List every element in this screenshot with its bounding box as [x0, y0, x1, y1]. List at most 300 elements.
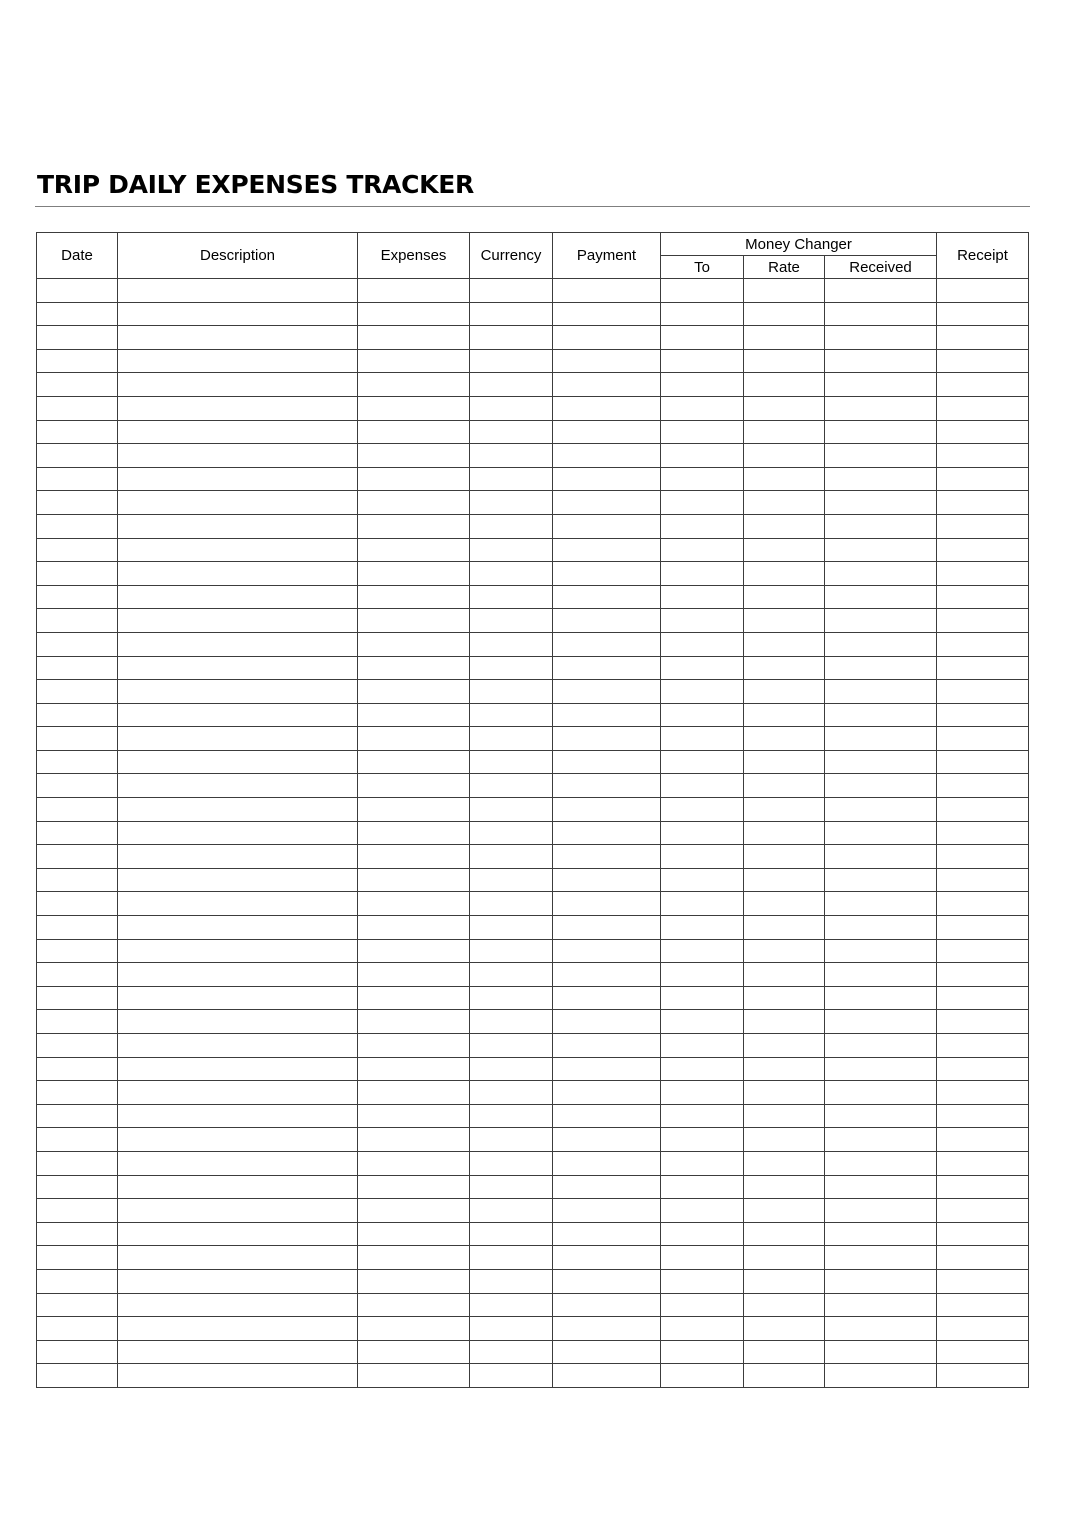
description-cell[interactable] — [118, 939, 358, 963]
expenses-cell[interactable] — [358, 1340, 470, 1364]
description-cell[interactable] — [118, 963, 358, 987]
expenses-cell[interactable] — [358, 1317, 470, 1341]
expenses-cell[interactable] — [358, 491, 470, 515]
received-cell[interactable] — [825, 1128, 937, 1152]
description-cell[interactable] — [118, 1057, 358, 1081]
rate-cell[interactable] — [744, 1057, 825, 1081]
date-cell[interactable] — [37, 868, 118, 892]
rate-cell[interactable] — [744, 868, 825, 892]
to-cell[interactable] — [661, 656, 744, 680]
currency-cell[interactable] — [470, 420, 553, 444]
currency-cell[interactable] — [470, 1199, 553, 1223]
expenses-cell[interactable] — [358, 1199, 470, 1223]
payment-cell[interactable] — [553, 1317, 661, 1341]
description-cell[interactable] — [118, 279, 358, 303]
date-cell[interactable] — [37, 680, 118, 704]
description-cell[interactable] — [118, 444, 358, 468]
date-cell[interactable] — [37, 1057, 118, 1081]
expenses-cell[interactable] — [358, 1175, 470, 1199]
currency-cell[interactable] — [470, 396, 553, 420]
expenses-cell[interactable] — [358, 562, 470, 586]
date-cell[interactable] — [37, 845, 118, 869]
description-cell[interactable] — [118, 538, 358, 562]
currency-cell[interactable] — [470, 1104, 553, 1128]
payment-cell[interactable] — [553, 939, 661, 963]
description-cell[interactable] — [118, 727, 358, 751]
received-cell[interactable] — [825, 326, 937, 350]
description-cell[interactable] — [118, 986, 358, 1010]
payment-cell[interactable] — [553, 632, 661, 656]
expenses-cell[interactable] — [358, 1293, 470, 1317]
expenses-cell[interactable] — [358, 963, 470, 987]
payment-cell[interactable] — [553, 326, 661, 350]
rate-cell[interactable] — [744, 845, 825, 869]
description-cell[interactable] — [118, 1034, 358, 1058]
rate-cell[interactable] — [744, 1246, 825, 1270]
receipt-cell[interactable] — [937, 963, 1029, 987]
to-cell[interactable] — [661, 326, 744, 350]
description-cell[interactable] — [118, 892, 358, 916]
currency-cell[interactable] — [470, 798, 553, 822]
received-cell[interactable] — [825, 1199, 937, 1223]
receipt-cell[interactable] — [937, 1057, 1029, 1081]
payment-cell[interactable] — [553, 349, 661, 373]
payment-cell[interactable] — [553, 1057, 661, 1081]
description-cell[interactable] — [118, 1317, 358, 1341]
payment-cell[interactable] — [553, 420, 661, 444]
date-cell[interactable] — [37, 420, 118, 444]
date-cell[interactable] — [37, 1364, 118, 1388]
currency-cell[interactable] — [470, 1293, 553, 1317]
expenses-cell[interactable] — [358, 868, 470, 892]
receipt-cell[interactable] — [937, 656, 1029, 680]
currency-cell[interactable] — [470, 562, 553, 586]
rate-cell[interactable] — [744, 727, 825, 751]
received-cell[interactable] — [825, 514, 937, 538]
description-cell[interactable] — [118, 845, 358, 869]
expenses-cell[interactable] — [358, 798, 470, 822]
date-cell[interactable] — [37, 1128, 118, 1152]
received-cell[interactable] — [825, 986, 937, 1010]
to-cell[interactable] — [661, 774, 744, 798]
rate-cell[interactable] — [744, 349, 825, 373]
received-cell[interactable] — [825, 1057, 937, 1081]
payment-cell[interactable] — [553, 279, 661, 303]
description-cell[interactable] — [118, 821, 358, 845]
rate-cell[interactable] — [744, 1293, 825, 1317]
received-cell[interactable] — [825, 562, 937, 586]
received-cell[interactable] — [825, 821, 937, 845]
expenses-cell[interactable] — [358, 514, 470, 538]
received-cell[interactable] — [825, 302, 937, 326]
to-cell[interactable] — [661, 868, 744, 892]
receipt-cell[interactable] — [937, 538, 1029, 562]
receipt-cell[interactable] — [937, 1175, 1029, 1199]
date-cell[interactable] — [37, 538, 118, 562]
date-cell[interactable] — [37, 727, 118, 751]
payment-cell[interactable] — [553, 467, 661, 491]
payment-cell[interactable] — [553, 1222, 661, 1246]
receipt-cell[interactable] — [937, 279, 1029, 303]
to-cell[interactable] — [661, 750, 744, 774]
received-cell[interactable] — [825, 1293, 937, 1317]
to-cell[interactable] — [661, 1222, 744, 1246]
receipt-cell[interactable] — [937, 1269, 1029, 1293]
date-cell[interactable] — [37, 1269, 118, 1293]
currency-cell[interactable] — [470, 279, 553, 303]
description-cell[interactable] — [118, 420, 358, 444]
rate-cell[interactable] — [744, 1151, 825, 1175]
rate-cell[interactable] — [744, 1010, 825, 1034]
received-cell[interactable] — [825, 279, 937, 303]
currency-cell[interactable] — [470, 1246, 553, 1270]
to-cell[interactable] — [661, 420, 744, 444]
rate-cell[interactable] — [744, 420, 825, 444]
currency-cell[interactable] — [470, 750, 553, 774]
expenses-cell[interactable] — [358, 420, 470, 444]
expenses-cell[interactable] — [358, 538, 470, 562]
to-cell[interactable] — [661, 1317, 744, 1341]
expenses-cell[interactable] — [358, 680, 470, 704]
payment-cell[interactable] — [553, 562, 661, 586]
to-cell[interactable] — [661, 373, 744, 397]
date-cell[interactable] — [37, 1010, 118, 1034]
receipt-cell[interactable] — [937, 514, 1029, 538]
rate-cell[interactable] — [744, 396, 825, 420]
currency-cell[interactable] — [470, 1128, 553, 1152]
date-cell[interactable] — [37, 1222, 118, 1246]
expenses-cell[interactable] — [358, 1034, 470, 1058]
to-cell[interactable] — [661, 491, 744, 515]
receipt-cell[interactable] — [937, 892, 1029, 916]
to-cell[interactable] — [661, 1364, 744, 1388]
expenses-cell[interactable] — [358, 279, 470, 303]
rate-cell[interactable] — [744, 1269, 825, 1293]
received-cell[interactable] — [825, 845, 937, 869]
payment-cell[interactable] — [553, 680, 661, 704]
receipt-cell[interactable] — [937, 821, 1029, 845]
to-cell[interactable] — [661, 1081, 744, 1105]
to-cell[interactable] — [661, 632, 744, 656]
description-cell[interactable] — [118, 1081, 358, 1105]
description-cell[interactable] — [118, 1269, 358, 1293]
payment-cell[interactable] — [553, 302, 661, 326]
description-cell[interactable] — [118, 750, 358, 774]
payment-cell[interactable] — [553, 1246, 661, 1270]
to-cell[interactable] — [661, 1199, 744, 1223]
date-cell[interactable] — [37, 1340, 118, 1364]
date-cell[interactable] — [37, 986, 118, 1010]
received-cell[interactable] — [825, 798, 937, 822]
expenses-cell[interactable] — [358, 1151, 470, 1175]
payment-cell[interactable] — [553, 444, 661, 468]
description-cell[interactable] — [118, 302, 358, 326]
received-cell[interactable] — [825, 1364, 937, 1388]
date-cell[interactable] — [37, 1317, 118, 1341]
rate-cell[interactable] — [744, 373, 825, 397]
date-cell[interactable] — [37, 1246, 118, 1270]
date-cell[interactable] — [37, 703, 118, 727]
receipt-cell[interactable] — [937, 727, 1029, 751]
currency-cell[interactable] — [470, 491, 553, 515]
received-cell[interactable] — [825, 916, 937, 940]
to-cell[interactable] — [661, 939, 744, 963]
currency-cell[interactable] — [470, 1175, 553, 1199]
description-cell[interactable] — [118, 1222, 358, 1246]
receipt-cell[interactable] — [937, 444, 1029, 468]
currency-cell[interactable] — [470, 1081, 553, 1105]
received-cell[interactable] — [825, 750, 937, 774]
rate-cell[interactable] — [744, 1034, 825, 1058]
to-cell[interactable] — [661, 1246, 744, 1270]
received-cell[interactable] — [825, 1317, 937, 1341]
received-cell[interactable] — [825, 632, 937, 656]
payment-cell[interactable] — [553, 1151, 661, 1175]
to-cell[interactable] — [661, 444, 744, 468]
received-cell[interactable] — [825, 585, 937, 609]
payment-cell[interactable] — [553, 1293, 661, 1317]
receipt-cell[interactable] — [937, 868, 1029, 892]
to-cell[interactable] — [661, 1057, 744, 1081]
currency-cell[interactable] — [470, 538, 553, 562]
date-cell[interactable] — [37, 1151, 118, 1175]
currency-cell[interactable] — [470, 963, 553, 987]
rate-cell[interactable] — [744, 467, 825, 491]
rate-cell[interactable] — [744, 1175, 825, 1199]
description-cell[interactable] — [118, 1293, 358, 1317]
date-cell[interactable] — [37, 1293, 118, 1317]
to-cell[interactable] — [661, 1340, 744, 1364]
rate-cell[interactable] — [744, 656, 825, 680]
receipt-cell[interactable] — [937, 373, 1029, 397]
received-cell[interactable] — [825, 1010, 937, 1034]
received-cell[interactable] — [825, 396, 937, 420]
receipt-cell[interactable] — [937, 609, 1029, 633]
received-cell[interactable] — [825, 538, 937, 562]
receipt-cell[interactable] — [937, 1151, 1029, 1175]
expenses-cell[interactable] — [358, 916, 470, 940]
date-cell[interactable] — [37, 349, 118, 373]
description-cell[interactable] — [118, 396, 358, 420]
currency-cell[interactable] — [470, 916, 553, 940]
expenses-cell[interactable] — [358, 609, 470, 633]
date-cell[interactable] — [37, 632, 118, 656]
to-cell[interactable] — [661, 514, 744, 538]
received-cell[interactable] — [825, 1222, 937, 1246]
description-cell[interactable] — [118, 1128, 358, 1152]
received-cell[interactable] — [825, 373, 937, 397]
expenses-cell[interactable] — [358, 703, 470, 727]
rate-cell[interactable] — [744, 514, 825, 538]
payment-cell[interactable] — [553, 868, 661, 892]
description-cell[interactable] — [118, 609, 358, 633]
expenses-cell[interactable] — [358, 750, 470, 774]
currency-cell[interactable] — [470, 349, 553, 373]
currency-cell[interactable] — [470, 845, 553, 869]
payment-cell[interactable] — [553, 845, 661, 869]
date-cell[interactable] — [37, 562, 118, 586]
receipt-cell[interactable] — [937, 632, 1029, 656]
receipt-cell[interactable] — [937, 1293, 1029, 1317]
receipt-cell[interactable] — [937, 939, 1029, 963]
payment-cell[interactable] — [553, 1199, 661, 1223]
rate-cell[interactable] — [744, 609, 825, 633]
date-cell[interactable] — [37, 963, 118, 987]
date-cell[interactable] — [37, 1175, 118, 1199]
to-cell[interactable] — [661, 916, 744, 940]
receipt-cell[interactable] — [937, 703, 1029, 727]
received-cell[interactable] — [825, 963, 937, 987]
expenses-cell[interactable] — [358, 632, 470, 656]
date-cell[interactable] — [37, 892, 118, 916]
received-cell[interactable] — [825, 939, 937, 963]
rate-cell[interactable] — [744, 632, 825, 656]
to-cell[interactable] — [661, 349, 744, 373]
receipt-cell[interactable] — [937, 1317, 1029, 1341]
rate-cell[interactable] — [744, 1128, 825, 1152]
to-cell[interactable] — [661, 798, 744, 822]
receipt-cell[interactable] — [937, 1364, 1029, 1388]
payment-cell[interactable] — [553, 396, 661, 420]
received-cell[interactable] — [825, 1081, 937, 1105]
receipt-cell[interactable] — [937, 420, 1029, 444]
currency-cell[interactable] — [470, 1010, 553, 1034]
received-cell[interactable] — [825, 727, 937, 751]
payment-cell[interactable] — [553, 1128, 661, 1152]
to-cell[interactable] — [661, 986, 744, 1010]
receipt-cell[interactable] — [937, 1128, 1029, 1152]
payment-cell[interactable] — [553, 538, 661, 562]
date-cell[interactable] — [37, 396, 118, 420]
received-cell[interactable] — [825, 420, 937, 444]
expenses-cell[interactable] — [358, 302, 470, 326]
receipt-cell[interactable] — [937, 750, 1029, 774]
description-cell[interactable] — [118, 774, 358, 798]
date-cell[interactable] — [37, 302, 118, 326]
currency-cell[interactable] — [470, 680, 553, 704]
expenses-cell[interactable] — [358, 656, 470, 680]
to-cell[interactable] — [661, 680, 744, 704]
payment-cell[interactable] — [553, 514, 661, 538]
rate-cell[interactable] — [744, 1340, 825, 1364]
received-cell[interactable] — [825, 703, 937, 727]
rate-cell[interactable] — [744, 562, 825, 586]
receipt-cell[interactable] — [937, 680, 1029, 704]
currency-cell[interactable] — [470, 1364, 553, 1388]
received-cell[interactable] — [825, 1104, 937, 1128]
description-cell[interactable] — [118, 562, 358, 586]
received-cell[interactable] — [825, 349, 937, 373]
received-cell[interactable] — [825, 1034, 937, 1058]
receipt-cell[interactable] — [937, 349, 1029, 373]
rate-cell[interactable] — [744, 1317, 825, 1341]
description-cell[interactable] — [118, 1364, 358, 1388]
to-cell[interactable] — [661, 963, 744, 987]
currency-cell[interactable] — [470, 467, 553, 491]
expenses-cell[interactable] — [358, 939, 470, 963]
receipt-cell[interactable] — [937, 986, 1029, 1010]
receipt-cell[interactable] — [937, 585, 1029, 609]
currency-cell[interactable] — [470, 986, 553, 1010]
rate-cell[interactable] — [744, 986, 825, 1010]
currency-cell[interactable] — [470, 703, 553, 727]
received-cell[interactable] — [825, 1151, 937, 1175]
date-cell[interactable] — [37, 373, 118, 397]
date-cell[interactable] — [37, 798, 118, 822]
expenses-cell[interactable] — [358, 1364, 470, 1388]
payment-cell[interactable] — [553, 656, 661, 680]
to-cell[interactable] — [661, 1175, 744, 1199]
to-cell[interactable] — [661, 1104, 744, 1128]
expenses-cell[interactable] — [358, 821, 470, 845]
currency-cell[interactable] — [470, 326, 553, 350]
description-cell[interactable] — [118, 1010, 358, 1034]
to-cell[interactable] — [661, 279, 744, 303]
description-cell[interactable] — [118, 1175, 358, 1199]
currency-cell[interactable] — [470, 892, 553, 916]
description-cell[interactable] — [118, 868, 358, 892]
to-cell[interactable] — [661, 1010, 744, 1034]
expenses-cell[interactable] — [358, 845, 470, 869]
receipt-cell[interactable] — [937, 845, 1029, 869]
date-cell[interactable] — [37, 514, 118, 538]
receipt-cell[interactable] — [937, 1246, 1029, 1270]
payment-cell[interactable] — [553, 1081, 661, 1105]
rate-cell[interactable] — [744, 444, 825, 468]
description-cell[interactable] — [118, 1246, 358, 1270]
expenses-cell[interactable] — [358, 444, 470, 468]
rate-cell[interactable] — [744, 585, 825, 609]
rate-cell[interactable] — [744, 326, 825, 350]
payment-cell[interactable] — [553, 916, 661, 940]
to-cell[interactable] — [661, 585, 744, 609]
receipt-cell[interactable] — [937, 562, 1029, 586]
expenses-cell[interactable] — [358, 467, 470, 491]
date-cell[interactable] — [37, 750, 118, 774]
to-cell[interactable] — [661, 467, 744, 491]
received-cell[interactable] — [825, 609, 937, 633]
rate-cell[interactable] — [744, 279, 825, 303]
to-cell[interactable] — [661, 1269, 744, 1293]
payment-cell[interactable] — [553, 892, 661, 916]
currency-cell[interactable] — [470, 444, 553, 468]
receipt-cell[interactable] — [937, 798, 1029, 822]
currency-cell[interactable] — [470, 373, 553, 397]
receipt-cell[interactable] — [937, 1104, 1029, 1128]
payment-cell[interactable] — [553, 1364, 661, 1388]
expenses-cell[interactable] — [358, 1057, 470, 1081]
date-cell[interactable] — [37, 444, 118, 468]
receipt-cell[interactable] — [937, 1034, 1029, 1058]
payment-cell[interactable] — [553, 750, 661, 774]
to-cell[interactable] — [661, 302, 744, 326]
rate-cell[interactable] — [744, 939, 825, 963]
currency-cell[interactable] — [470, 1269, 553, 1293]
received-cell[interactable] — [825, 680, 937, 704]
expenses-cell[interactable] — [358, 396, 470, 420]
payment-cell[interactable] — [553, 491, 661, 515]
description-cell[interactable] — [118, 1104, 358, 1128]
currency-cell[interactable] — [470, 868, 553, 892]
rate-cell[interactable] — [744, 750, 825, 774]
receipt-cell[interactable] — [937, 916, 1029, 940]
to-cell[interactable] — [661, 845, 744, 869]
rate-cell[interactable] — [744, 538, 825, 562]
currency-cell[interactable] — [470, 302, 553, 326]
receipt-cell[interactable] — [937, 1222, 1029, 1246]
expenses-cell[interactable] — [358, 1128, 470, 1152]
receipt-cell[interactable] — [937, 302, 1029, 326]
